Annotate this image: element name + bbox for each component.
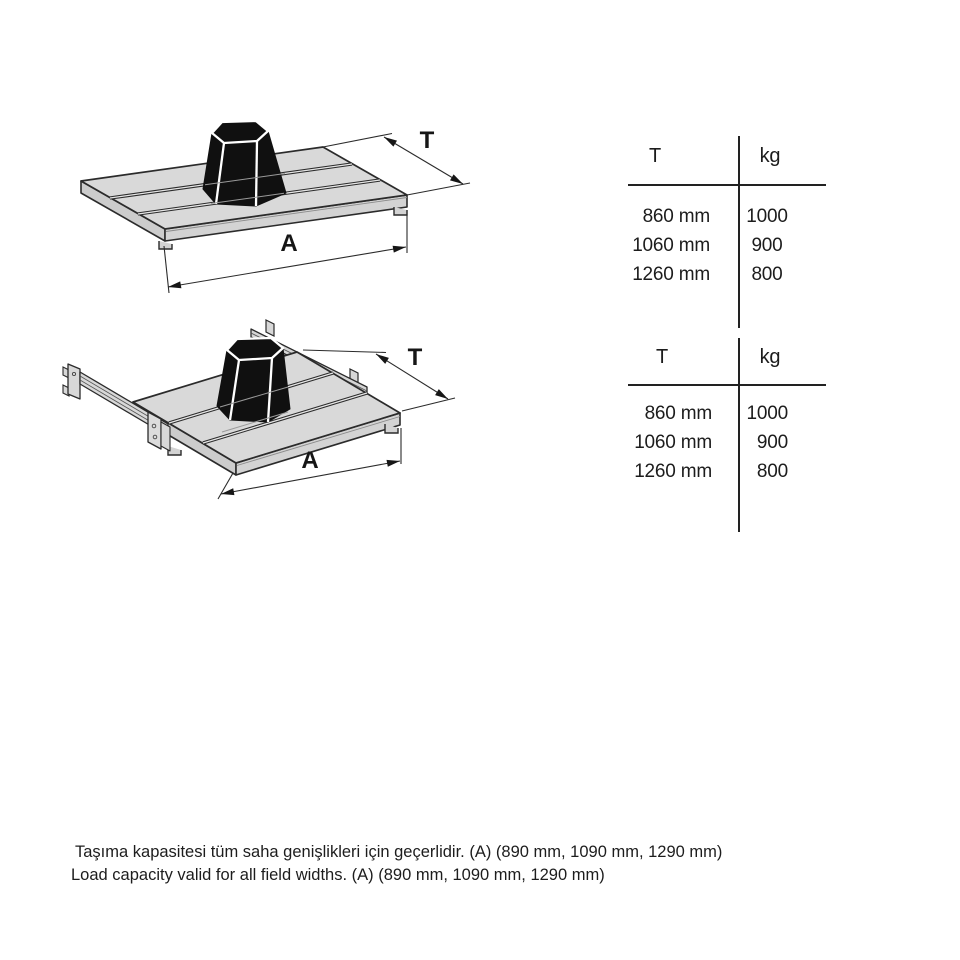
table2-column-divider [738, 338, 740, 532]
load-table-1 [628, 130, 826, 330]
table2-row3-t: 1260 mm [634, 461, 712, 482]
footnote-english: Load capacity valid for all field widths. (A) (890 mm, 1090 mm, 1290 mm) [71, 866, 605, 884]
table1-row1-kg: 1000 [746, 206, 788, 227]
depth-label-1: T [419, 127, 435, 154]
load-block [203, 121, 286, 206]
width-label-2: A [301, 447, 319, 474]
diagram-fixed-shelf [81, 121, 470, 293]
table1-row3-t: 1260 mm [632, 264, 710, 285]
footnote [0, 841, 960, 887]
table1-header-divider [628, 184, 826, 186]
table2-header-t: T [655, 346, 669, 368]
table2-row1-t: 860 mm [644, 403, 712, 424]
table1-header-kg: kg [759, 145, 781, 167]
depth-label-2: T [407, 344, 423, 371]
width-label-1: A [280, 230, 298, 257]
table2-header-divider [628, 384, 826, 386]
table1-column-divider [738, 136, 740, 328]
table1-row1-t: 860 mm [642, 206, 710, 227]
table1-row2-kg: 900 [751, 235, 783, 256]
load-table-2 [628, 330, 826, 535]
footnote-turkish: Taşıma kapasitesi tüm saha genişlikleri için geçerlidir. (A) (890 mm, 1090 mm, 1290 mm) [75, 843, 723, 861]
table2-row2-t: 1060 mm [634, 432, 712, 453]
table2-row3-kg: 800 [756, 461, 788, 482]
table1-row2-t: 1060 mm [632, 235, 710, 256]
diagram-pullout-shelf [63, 320, 455, 499]
table2-row1-kg: 1000 [746, 403, 788, 424]
shelf-flange-left [159, 241, 172, 249]
table1-row3-kg: 800 [751, 264, 783, 285]
table2-header-kg: kg [759, 346, 781, 368]
table1-header-t: T [648, 145, 662, 167]
table2-row2-kg: 900 [756, 432, 788, 453]
